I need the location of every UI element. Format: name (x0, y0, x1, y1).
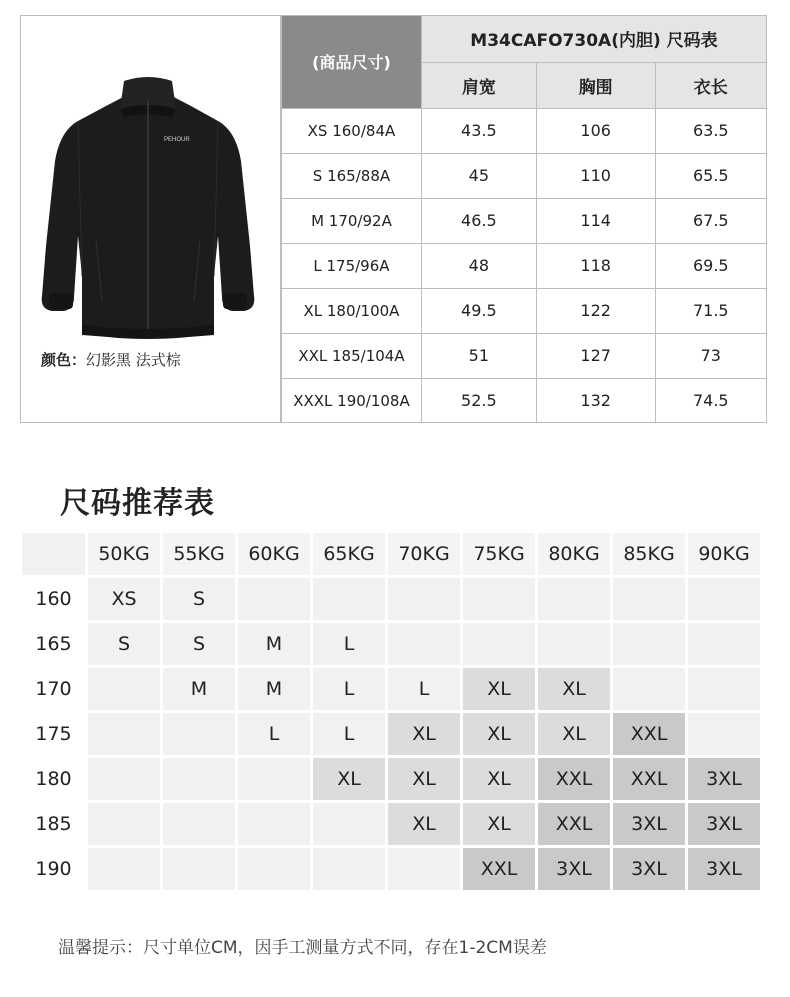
shoulder-value: 43.5 (421, 108, 536, 153)
table-row (22, 578, 760, 620)
size-recommendation-cell (88, 758, 160, 800)
length-value: 71.5 (655, 288, 766, 333)
shoulder-value: 48 (421, 243, 536, 288)
tip-text: 温馨提示：尺寸单位CM，因手工测量方式不同，存在1-2CM误差 (58, 938, 547, 958)
size-recommendation-cell: XL (388, 758, 460, 800)
height-label: 160 (22, 578, 85, 620)
chest-value: 122 (536, 288, 655, 333)
size-recommendation-cell (613, 578, 685, 620)
color-label: 颜色： (41, 351, 87, 369)
size-recommendation-cell (238, 848, 310, 890)
weight-header: 80KG (538, 533, 610, 575)
size-table (281, 16, 766, 423)
size-recommendation-cell (238, 578, 310, 620)
recommendation-title: 尺码推荐表 (60, 486, 215, 521)
table-row (282, 108, 767, 153)
table-row (22, 623, 760, 665)
size-recommendation-cell (163, 713, 235, 755)
size-column-header: (商品尺寸) (282, 16, 422, 108)
size-recommendation-cell (163, 848, 235, 890)
weight-header: 75KG (463, 533, 535, 575)
weight-header: 90KG (688, 533, 760, 575)
height-label: 175 (22, 713, 85, 755)
size-chart (20, 15, 767, 423)
size-label: XXL 185/104A (282, 333, 422, 378)
table-row (22, 758, 760, 800)
size-recommendation-cell (313, 578, 385, 620)
size-recommendation-cell: XXL (538, 803, 610, 845)
size-recommendation-cell (238, 803, 310, 845)
weight-header: 70KG (388, 533, 460, 575)
height-label: 165 (22, 623, 85, 665)
size-chart-title: M34CAFO730A(内胆) 尺码表 (421, 16, 766, 62)
chest-value: 106 (536, 108, 655, 153)
size-recommendation-cell (613, 623, 685, 665)
jacket-image (36, 71, 261, 351)
column-header-chest: 胸围 (536, 62, 655, 108)
size-recommendation-cell (88, 668, 160, 710)
chest-value: 132 (536, 378, 655, 423)
size-recommendation-cell: 3XL (613, 848, 685, 890)
size-recommendation-cell: 3XL (688, 758, 760, 800)
length-value: 73 (655, 333, 766, 378)
product-panel (21, 16, 281, 422)
size-label: L 175/96A (282, 243, 422, 288)
size-label: S 165/88A (282, 153, 422, 198)
size-recommendation-cell: L (313, 668, 385, 710)
chest-value: 118 (536, 243, 655, 288)
height-label: 180 (22, 758, 85, 800)
color-value: 幻影黑 法式棕 (86, 351, 181, 369)
size-recommendation-cell: M (238, 668, 310, 710)
size-recommendation-cell: XS (88, 578, 160, 620)
length-value: 65.5 (655, 153, 766, 198)
length-value: 67.5 (655, 198, 766, 243)
size-recommendation-cell (163, 758, 235, 800)
size-recommendation-cell (463, 623, 535, 665)
size-recommendation-cell: XL (538, 713, 610, 755)
size-recommendation-cell (163, 803, 235, 845)
size-recommendation-cell: XXL (463, 848, 535, 890)
chest-value: 114 (536, 198, 655, 243)
length-value: 74.5 (655, 378, 766, 423)
size-recommendation-cell: XXL (538, 758, 610, 800)
size-label: XXXL 190/108A (282, 378, 422, 423)
size-label: XL 180/100A (282, 288, 422, 333)
height-label: 170 (22, 668, 85, 710)
shoulder-value: 52.5 (421, 378, 536, 423)
weight-header: 55KG (163, 533, 235, 575)
table-row (22, 668, 760, 710)
table-row (282, 378, 767, 423)
table-row (22, 713, 760, 755)
brand-logo: PEHOUR (164, 137, 190, 143)
size-recommendation-cell (313, 848, 385, 890)
size-recommendation-cell: M (238, 623, 310, 665)
size-recommendation-cell: 3XL (688, 803, 760, 845)
shoulder-value: 46.5 (421, 198, 536, 243)
size-recommendation-cell (238, 758, 310, 800)
size-recommendation-cell: M (163, 668, 235, 710)
size-recommendation-cell: XL (463, 758, 535, 800)
corner-cell (22, 533, 85, 575)
weight-header: 85KG (613, 533, 685, 575)
size-recommendation-cell: S (88, 623, 160, 665)
size-recommendation-cell (88, 803, 160, 845)
shoulder-value: 45 (421, 153, 536, 198)
size-recommendation-cell (688, 578, 760, 620)
size-recommendation-cell: XXL (613, 758, 685, 800)
table-row (22, 803, 760, 845)
recommendation-table (19, 530, 763, 893)
size-recommendation-cell (538, 623, 610, 665)
size-recommendation-cell: 3XL (538, 848, 610, 890)
shoulder-value: 49.5 (421, 288, 536, 333)
table-row (282, 288, 767, 333)
size-recommendation-cell (388, 623, 460, 665)
size-recommendation-cell (613, 668, 685, 710)
size-recommendation-cell: S (163, 623, 235, 665)
size-recommendation-cell: XL (388, 713, 460, 755)
size-recommendation-cell: XXL (613, 713, 685, 755)
size-label: XS 160/84A (282, 108, 422, 153)
size-recommendation-cell (538, 578, 610, 620)
size-recommendation-cell: S (163, 578, 235, 620)
size-recommendation-cell: L (313, 713, 385, 755)
size-recommendation-cell (88, 848, 160, 890)
size-recommendation-cell: XL (313, 758, 385, 800)
length-value: 69.5 (655, 243, 766, 288)
table-row (282, 198, 767, 243)
size-recommendation-cell: XL (388, 803, 460, 845)
column-header-shoulder: 肩宽 (421, 62, 536, 108)
size-recommendation-cell: XL (463, 713, 535, 755)
weight-header: 50KG (88, 533, 160, 575)
table-row (282, 153, 767, 198)
size-recommendation-cell (313, 803, 385, 845)
size-recommendation-cell (88, 713, 160, 755)
shoulder-value: 51 (421, 333, 536, 378)
weight-header: 65KG (313, 533, 385, 575)
size-recommendation-cell (688, 668, 760, 710)
size-recommendation-cell (688, 713, 760, 755)
chest-value: 127 (536, 333, 655, 378)
table-row (282, 333, 767, 378)
size-recommendation-cell (388, 578, 460, 620)
size-recommendation-cell: L (313, 623, 385, 665)
height-label: 190 (22, 848, 85, 890)
size-label: M 170/92A (282, 198, 422, 243)
size-recommendation-cell: XL (463, 803, 535, 845)
size-recommendation-cell: 3XL (613, 803, 685, 845)
size-recommendation-cell: L (238, 713, 310, 755)
size-recommendation-cell: XL (463, 668, 535, 710)
color-line (41, 349, 181, 370)
column-header-length: 衣长 (655, 62, 766, 108)
weight-header: 60KG (238, 533, 310, 575)
size-recommendation-cell (688, 623, 760, 665)
size-recommendation-cell (463, 578, 535, 620)
table-row (282, 243, 767, 288)
size-recommendation-cell: XL (538, 668, 610, 710)
size-recommendation-cell (388, 848, 460, 890)
table-row (22, 848, 760, 890)
chest-value: 110 (536, 153, 655, 198)
length-value: 63.5 (655, 108, 766, 153)
height-label: 185 (22, 803, 85, 845)
size-recommendation-cell: L (388, 668, 460, 710)
size-recommendation-cell: 3XL (688, 848, 760, 890)
